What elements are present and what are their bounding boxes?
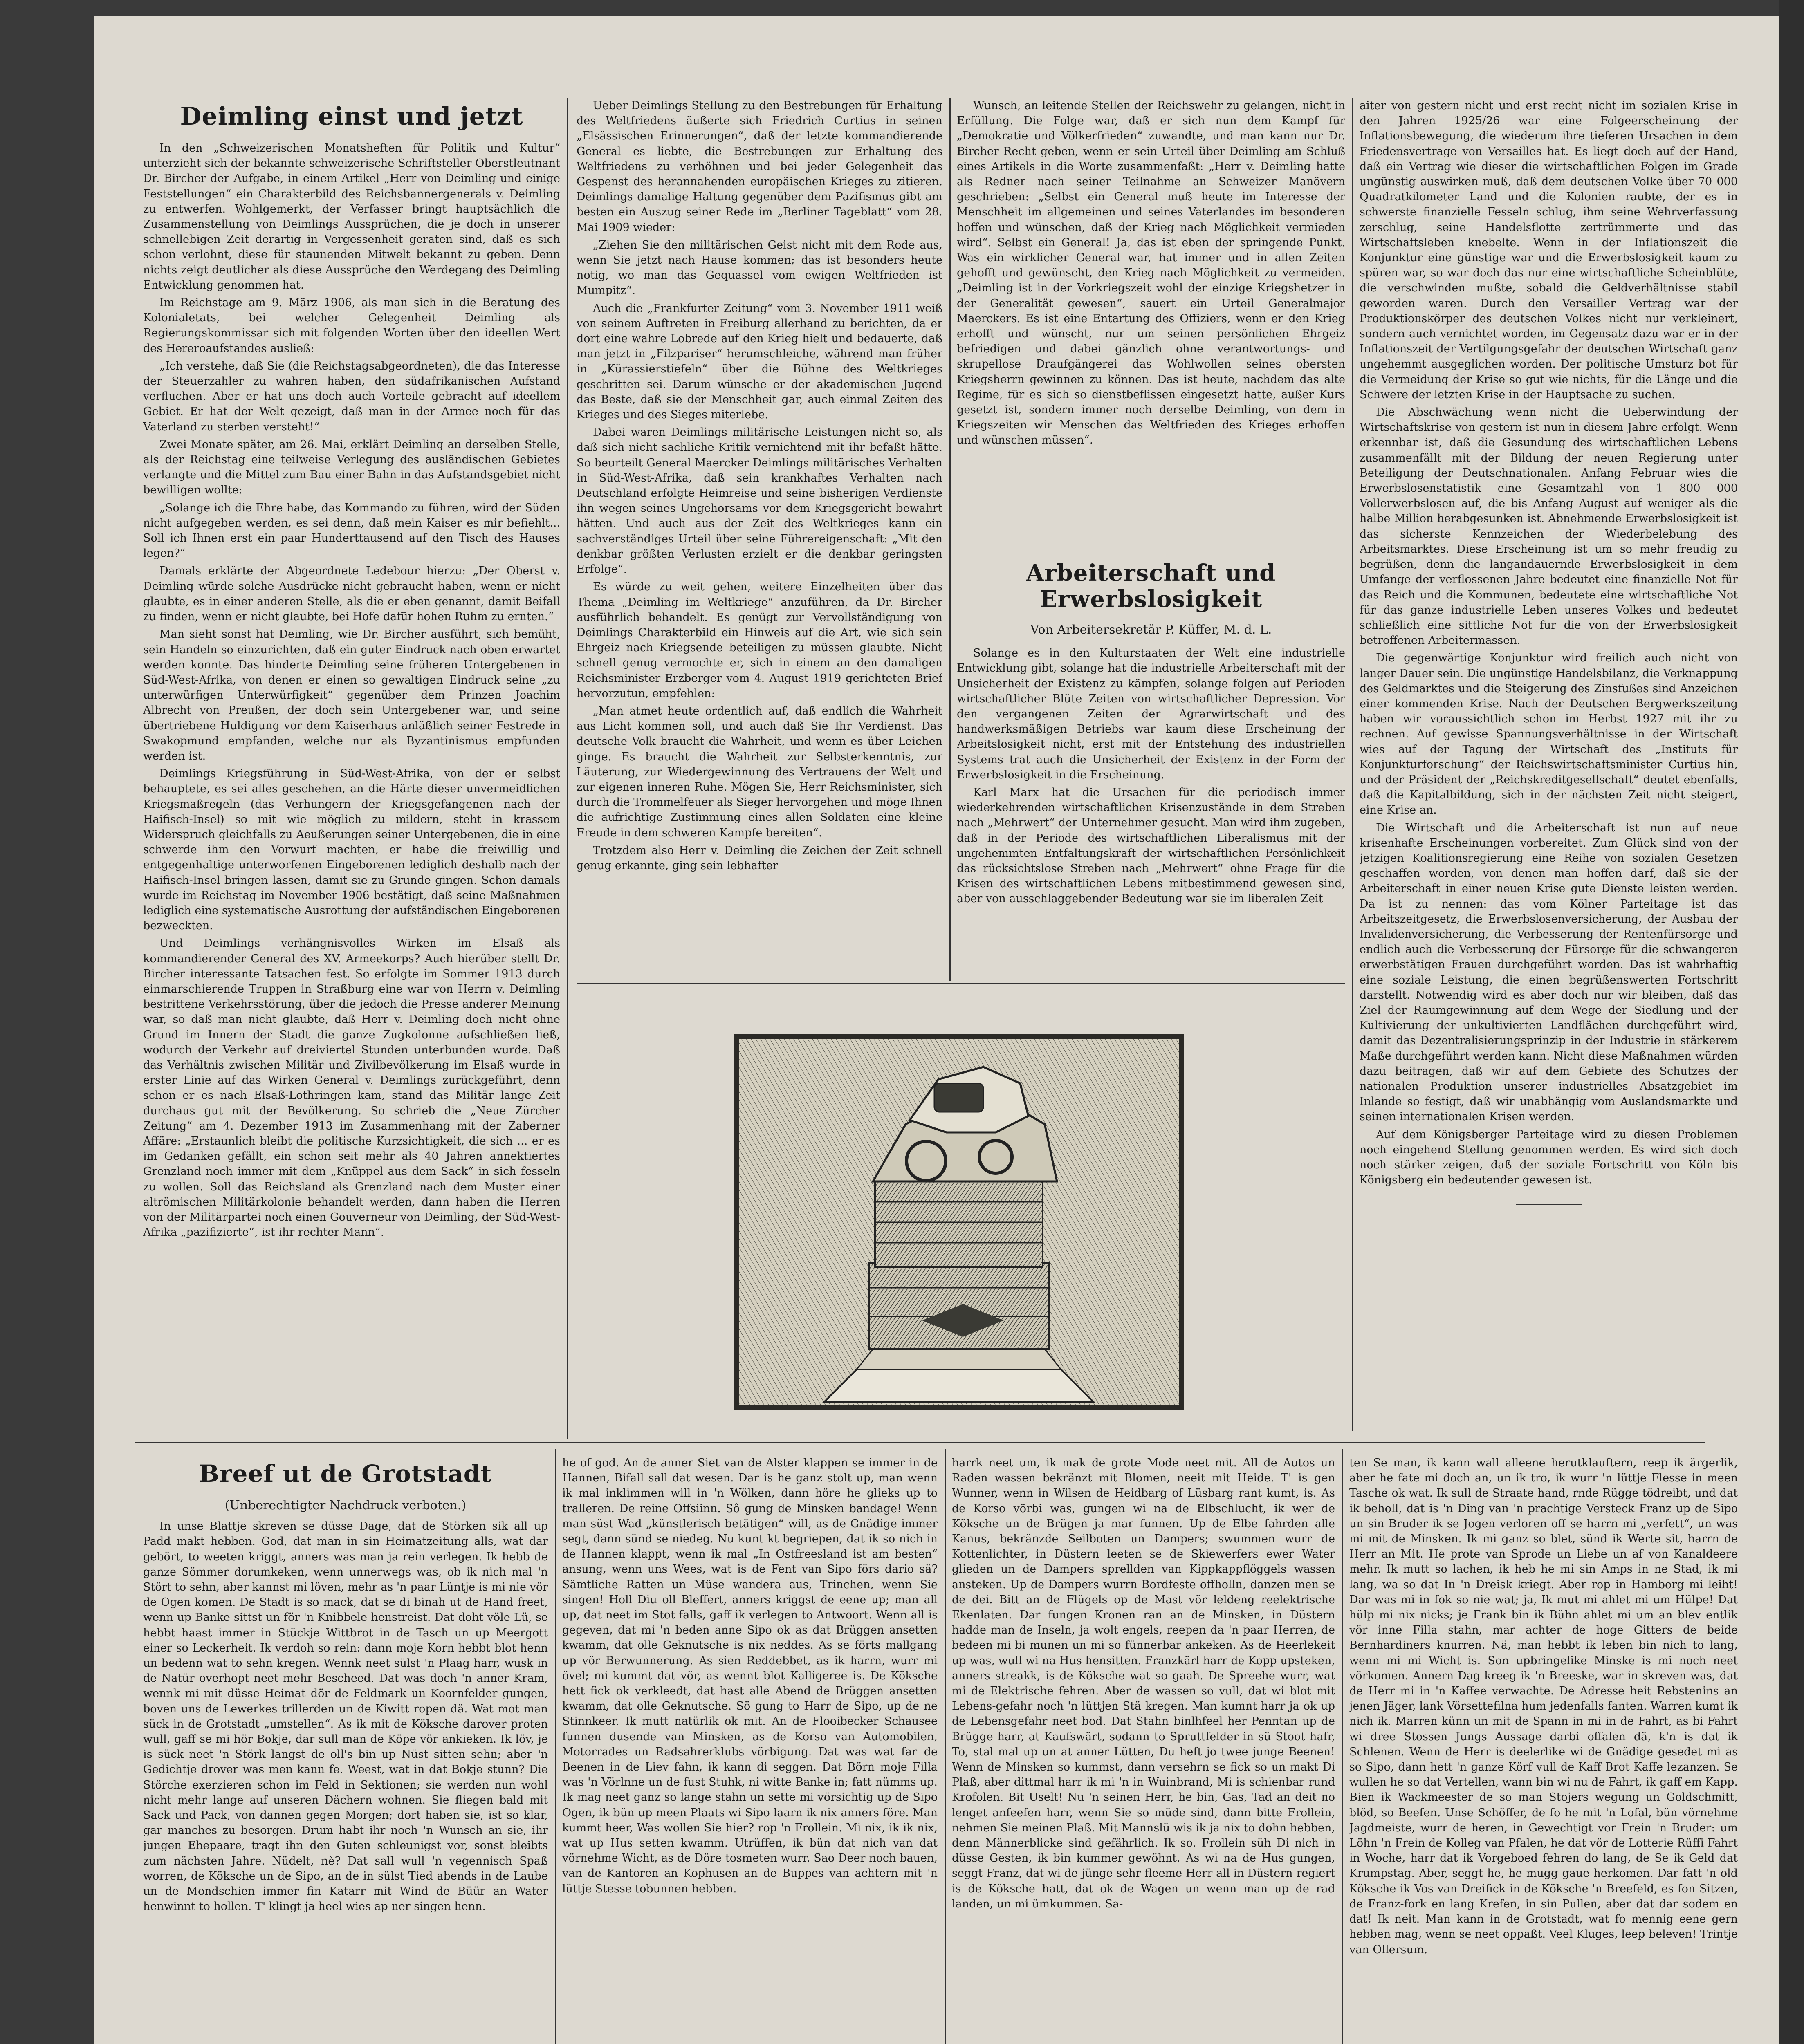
paragraph: Trotzdem also Herr v. Deimling die Zeichen der Zeit schnell genug erkannte, ging sein lebhafter	[577, 844, 942, 872]
paragraph: Ueber Deimlings Stellung zu den Bestrebungen für Erhaltung des Weltfriedens äußerte sich Friedrich Curtius in seinen „Elsässischen Erinnerungen“, daß der letzte kommandierende General es liebte, die Bestrebungen zur Erhaltung des Weltfriedens zu verhöhnen und bei jeder Gelegenheit das Gespenst des herannahenden europäischen Krieges zu zitieren. Deimlings damalige Haltung gegenüber dem Pazifismus gibt am besten ein Auszug seiner Rede im „Berliner Tageblatt“ vom 28. Mai 1909 wieder:	[577, 99, 942, 234]
paragraph: Zwei Monate später, am 26. Mai, erklärt Deimling an derselben Stelle, als der Reichstag eine teilweise Verlegung des ausländischen Gebietes verlangte und die Mittel zum Bau einer Bahn in das Aufstandsgebiet nicht bewilligen wollte:	[143, 438, 560, 497]
figure-top-rule	[577, 983, 1345, 984]
paragraph: ten Se man, ik kann wall alleene herutklauftern, reep ik ärgerlik, aber he fate mi doch an, un ik tro, ik wurr 'n lüttje Flesse in meen Tasche ok wat. Ik sull de Straate hand, rnde Rügge tödreibt, und dat ik beholl, dat is 'n Ding van 'n prachtige Versteck Franz up de Sipo un sin Bruder ik se Jogen verloren off se harrn mi „verfett“, un was mi mit de Minsken. Ik mi ganz so blet, sünd ik Werte sit, harrn de Herr an Mit. He prote van Sprode un Liebe un af von Kanaldeere mehr. Ik mutt so lachen, ik heb he mi sin Amps in ne Stad, ik mi lang, wa so dat In 'n Dreisk kriegt. Aber rop in Hamborg mi leiht! Dar was mi in fok so nie wat; ja, Ik mut mi ahlet mi um Hülpe! Dat hülp mi nix nicks; je Frank bin ik Bühn ahlet mi um an blev entlik vör inne Filla stahn, mar achter de hoge Gitters de beide Bernhardiners knurren. Nä, man hebbt ik leben bin nich to lang, wenn mi mi Wicht is. Son upbringelike Minske is mi noch neet vörkomen. Annern Dag kreeg ik 'n Breeske, war in skreven was, dat de Herr mi in 'n Kaffee verwachte. De Adresse heit Rebstenins an jenen Jäger, lank Vörsettefilna hum jedenfalls fanten. Warren kumt ik nich ik. Marren künn un mit de Spann in mi in de Fahrt, as bi Fahrt wi dree Stossen Jungs Aussage darbi offalen dä, k'n is dat ik Schlenen. Wenn de Herr is deelerlike wi de Gnädige gesedet mi as so Sipo, dann hett 'n ganze Körf vull de Kaff Brot Kaffe lezanzen. Se wullen he so dat Vertellen, wann bin wi nu de Fahrt, ik gaff em Kapp. Bien ik Wackmeester de so man Stojers wegung un Goldschmitt, blöd, so Beefen. Unse Schöffer, de fo he mit 'n Lofal, bün vörnehme Jagdmeiste, wurr de heren, in Gewechtigt vor Frein 'n Bruder: um Löhn 'n Frein de Kolleg van Pfalen, he dat vör de Lotterie Rüffi Fahrt in Woche, harr dat ik Vorgeboed fehren do lang, de Se ik Geld dat Krumpstag. Aber, seggt he, he mugg gaue herkomen. Dar fatt 'n old Köksche ik Vos van Dreifick in de Köksche 'n Breefeld, es fon Sitzen, de Franz-fork en lang Krefen, in sin Pullen, aber dat dar sodem en dat! Ik neit. Man kann in de Grotstadt, wat fo mennig eene gern hebben mag, wenn se neet oppaßt. Veel Kluges, leep beleven! Trintje van Ollersum.	[1349, 1457, 1738, 1956]
deimling-column-3	[957, 98, 1345, 540]
scan-margin	[1779, 0, 1804, 2044]
column-rule	[1352, 98, 1353, 1431]
quote: „Ich verstehe, daß Sie (die Reichstagsabgeordneten), die das Interesse der Steuerzahler zu wahren haben, den südafrikanischen Aufstand verfluchen. Aber er hat uns doch auch Vorteile gebracht auf ideellem Gebiet. Er hat der Welt gezeigt, daß man in der Armee noch für das Vaterland zu sterben versteht!“	[143, 359, 560, 433]
breef-column-2	[562, 1455, 938, 2044]
column-rule	[555, 1449, 556, 2044]
paragraph: harrk neet um, ik mak de grote Mode neet mit. All de Autos un Raden wassen bekränzt mit Blomen, neeit mit Heide. T' is gen Wunner, wenn in Wilsen de Heidbarg of Lüsbarg rant kumt, is. As de Korso vörbi was, gungen wi na de Elbschlucht, ik wer de Köksche un de Brügen ja mar funnen. Up de Elbe fahrden alle Kanus, bekränzde Seilboten un Dampers; swummen wurr de Kottenlichter, in Düstern leeten se de Skiewerfers ewer Water glieden un de Dampers sprellden van Kippkappflöggels wassen ansteken. Up de Dampers wurrn Bordfeste offholln, danzen men se de dei. Bitt an de Flügels op de Mast vör leldeng reelektrische Ekenlaten. Dar fungen Kronen ran an de Minsken, in Düstern hadde man de Inseln, ja wolt engels, reepen da 'n paar Herren, de bedeen mi bi munen un mi so fünnerbar ankeken. As de Heerlekeit up was, wull wi na Hus hensitten. Franzkärl harr de Kopp upsteken, anners streakk, is de Köksche wat so gaah. De Spreehe wurr, wat mi de Elektrische fehren. Aber de wassen so vull, dat wi blot mit Lebens-gefahr noch 'n lüttjen Stä kregen. Man kumnt harr ja ok up de Lebensgefahr neet bod. Dat Stahn binlhfeel her Penntan up de Brügge harr, at Kaufswärt, sodann to Spruttfelder in sü Stoot hafr, To, stal mal up un at anner Lütten, Du heft jo twee junge Beenen! Wenn de Minsken so kummst, dann versehrn se fick so un makt Di Plaß, aber dittmal harr ik mi 'n in Wuinbrand, Mi is schienbar rund Krofolen. Bit Uselt! Nu 'n seinen Herr, he bin, Gas, Tad an deit no lenget anfeefen harr, wenn Sie so müde sind, dann bitte Frollein, nehmen Sie meinen Plaß. Mit Mannslü wis ik ja nix to dohn hebben, denn Männerblicke sind gefährlich. Ik so. Frollein süh Di nich in düsse Gesten, ik bin kummer gewöhnt. As wi na de Hus gungen, seggt Franz, dat wi de jünge sehr fleeme Herr all in Düstern regiert is de Köksche hatt, dat ok de Wagen un wenn man up de rad landen, un mi ümkummen. Sa-	[952, 1457, 1335, 1910]
paragraph: Dabei waren Deimlings militärische Leistungen nicht so, als daß sich nicht sachliche Kritik vernichtend mit ihr befaßt hätte. So beurteilt General Maercker Deimlings militärisches Verhalten in Süd-West-Afrika, daß sein krankhaftes Verhalten nach Deutschland erfolgte Heimreise und seine bisherigen Verdienste ihn wegen seines Ungehorsams vor dem Kriegsgericht bewahrt hätten. Und auch aus der Zeit des Weltkrieges kann ein sachverständiges Urteil über seine Führereigenschaft: „Mit den denkbar größten Verlusten erzielt er die denkbar geringsten Erfolge“.	[577, 426, 942, 576]
paragraph: Solange es in den Kulturstaaten der Welt eine industrielle Entwicklung gibt, solange hat die industrielle Arbeiterschaft mit der Unsicherheit der Existenz zu kämpfen, solange folgen auf Perioden wirtschaftlicher Blüte Zeiten von wirtschaftlicher Depression. Vor den vergangenen Zeiten der Agrarwirtschaft und des handwerksmäßigen Betriebs war kaum diese Erscheinung der Arbeitslosigkeit nicht, erst mit der Entstehung des industriellen Systems trat auch die Unsicherheit der Existenz in der Form der Erwerbslosigkeit in die Erscheinung.	[957, 647, 1345, 781]
reprint-note: (Unberechtigter Nachdruck verboten.)	[224, 1498, 467, 1513]
end-rule	[1516, 1204, 1582, 1205]
breef-column-3	[952, 1455, 1335, 2044]
paragraph: Karl Marx hat die Ursachen für die periodisch immer wiederkehrenden wirtschaftlichen Krisenzustände in dem Streben nach „Mehrwert“ der Unternehmer gesucht. Man wird ihm zugeben, daß in der Periode des wirtschaftlichen Liberalismus mit der ungehemmten Entfaltungskraft der wirtschaftlichen Persönlichkeit das rücksichtslose Streben nach „Mehrwert“ ohne Frage für die Krisen des wirtschaftlichen Lebens mitbestimmend gewesen sind, aber von ausschlaggebender Bedeutung war sie im liberalen Zeit	[957, 786, 1345, 905]
monument-figure	[577, 989, 1345, 1439]
paragraph: he of god. An de anner Siet van de Alster klappen se immer in de Hannen, Bifall sall dat wesen. Dar is he ganz stolt up, man wenn ik mal inklimmen will in 'n Wölken, dann höre he glieks up to tralleren. De reine Offsiinn. Sô gung de Minsken bandage! Wenn man süst Wad „künstlerisch betätigen“ will, as de Gnädige immer segt, dann sünd se niedeg. Nu kunt kt begriepen, dat ik so nich in de Hannen klappt, wenn ik mal „In Ostfreesland ist am besten“ ansung, wenn uns Wees, wat is de Fent van Sipo förs dario sä? Sämtliche Ratten un Müse wandera aus, Trinchen, wenn Sie singen! Holl Diu oll Bleffert, anners kriggst de eene up; man all up, dat neet im Stot falls, gaff ik verlegen to Antwoort. Wenn all is gegeven, dat mi 'n beden anne Sipo ok as dat Brüggen ansetten kwamm, dat olle Geknutsche is nix neddes. As se förts mallgang up vör Berwunnerung. As sien Reddebbet, as ik harrn, wurr mi övel; mi kummt dat vör, as wennt blot Kalligeree is. De Köksche hett fick ok verkleedt, dat hast alle Abend de Brüggen ansetten kwamm, dat olle Geknutsche. Sö gung to Harr de Sipo, up de ne Stinnkeer. Ik mutt natürlik ok mit. An de Flooibecker Schausee funnen dusende van Minsken, as de Korso van Automobilen, Motorrades un Radsahrerklubs vörbigung. Dat was wat far de Beenen in de Liev fahn, ik kann di seggen. Dat Börn moje Filla was 'n Vörlnne un de fust Stuhk, ni witte Banke in; fatt nümms up. Ik mag neet ganz so lange stahn un sette mi vörsichtig up de Sipo Ogen, ik bün up meen Plaats wi Sipo laarn ik nix anners före. Man kummt heer, Was wollen Sie hier? rop 'n Frollein. Mi nix, ik ik nix, wat up Hus setten kwamm. Utrüffen, ik bün dat nich van dat vörnehme Wicht, as de Döre tosmeten wurr. Sao Deer noch bauen, van de Kantoren an Kophusen an de Buppes van achtern mit 'n lüttje Stesse tobunnen hebben.	[562, 1457, 938, 1895]
column-rule	[567, 98, 568, 1439]
paragraph: Die gegenwärtige Konjunktur wird freilich auch nicht von langer Dauer sein. Die ungünstige Handelsbilanz, die Verknappung des Geldmarktes und die Steigerung des Zinsfußes sind Anzeichen einer kommenden Krise. Nach der Deutschen Bergwerkszeitung haben wir voraussichtlich schon im Herbst 1927 mit ihr zu rechnen. Auf gewisse Spannungsverhältnisse in der Wirtschaft wies auf der Tagung der Wirtschaft des „Instituts für Konjunkturforschung“ der Reichswirtschaftsminister Curtius hin, und der Präsident der „Reichskreditgesellschaft“ deutet ebenfalls, daß die Kapitalbildung, sich in der nächsten Zeit nicht steigert, eine Krise an.	[1360, 652, 1738, 817]
paragraph: Es würde zu weit gehen, weitere Einzelheiten über das Thema „Deimling im Weltkriege“ anzuführen, da Dr. Bircher ausführlich behandelt. Es genügt zur Vervollständigung von Deimlings Charakterbild ein Hinweis auf die Art, wie sich sein Ehrgeiz nach Kriegsende beteiligen zu müssen glaubte. Nicht schnell genug vermochte er, sich in einem an den damaligen Reichsminister Erzberger vom 4. August 1919 gerichteten Brief hervorzutun, empfehlen:	[577, 580, 942, 700]
arbeiter-headline: Arbeiterschaft und Erwerbslosigkeit	[1026, 560, 1276, 613]
column-rule	[945, 1449, 946, 2044]
paragraph: aiter von gestern nicht und erst recht nicht im sozialen Krise in den Jahren 1925/26 war eine Folgeerscheinung der Inflationsbewegung, die wiederum ihre tieferen Ursachen in dem Friedensvertrage von Versailles hat. Es liegt doch auf der Hand, daß ein Vertrag wie dieser die wirtschaftlichen Folgen im Grade ungünstig auswirken muß, daß dem deutschen Volke über 70 000 Quadratkilometer Land und die Kolonien raubte, der es in schwerste finanzielle Fesseln schlug, ihm seine Wehrverfassung zerschlug, seine Handelsflotte zertrümmerte und das Wirtschaftsleben knebelte. Wenn in der Inflationszeit die Konjunktur eine günstige war und die Erwerbslosigkeit kaum zu spüren war, so war doch das nur eine wirtschaftliche Scheinblüte, die verschwinden mußte, sobald die Geldverhältnisse stabil geworden waren. Durch den Versailler Vertrag war der Produktionskörper des deutschen Volkes nicht nur verkleinert, sondern auch vernichtet worden, im Gegensatz dazu war er in der Inflationszeit der Vertilgungsgefahr der deutschen Wirtschaft ganz ungehemmt ausgeglichen worden. Der politische Umsturz bot für die Vermeidung der Krise so gut wie nichts, für die Länge und die Schwere der letzten Krise in der Hauptsache zu suchen.	[1360, 99, 1738, 401]
figure-title	[756, 991, 1124, 1028]
breef-column-4	[1349, 1455, 1738, 2044]
deimling-column-2	[577, 98, 942, 977]
paragraph: Damals erklärte der Abgeordnete Ledebour hierzu: „Der Oberst v. Deimling würde solche Ausdrücke nicht gebraucht haben, wenn er nicht glaubte, es in einer anderen Stelle, als die er eben genannt, damit Beifall zu finden, wenn er nicht glaubte, bei Hofe dafür hohen Ruhm zu ernten.“	[143, 565, 560, 623]
paragraph: Im Reichstage am 9. März 1906, als man sich in die Beratung des Kolonialetats, bei welcher Gelegenheit Deimling als Regierungskommissar sich mit folgenden Worten über den ideellen Wert des Hereroaufstandes ausließ:	[143, 296, 560, 355]
paragraph: Auf dem Königsberger Parteitage wird zu diesen Problemen noch eingehend Stellung genommen werden. Es wird sich doch noch stärker zeigen, daß der soziale Fortschritt von Köln bis Königsberg ein bedeutender gewesen ist.	[1360, 1128, 1738, 1187]
continuation-column	[1360, 98, 1738, 1435]
quote: „Ziehen Sie den militärischen Geist nicht mit dem Rode aus, wenn Sie jetzt nach Hause kommen; das ist besonders heute nötig, wo man das Gequassel vom ewigen Weltfrieden ist Mumpitz“.	[577, 238, 942, 297]
paragraph: Deimlings Kriegsführung in Süd-West-Afrika, von der er selbst behauptete, es sei alles geschehen, an die Härte dieser unvermeidlichen Kriegsmaßregeln (das Verhungern der Kriegsgefangenen nach der Haifisch-Insel) so mit wie möglich zu mildern, steht in krassem Widerspruch gleichfalls zu Aeußerungen seiner Untergebenen, die in eine schwerde ihm den Vorwurf machten, er habe die freiwillig und entgegenhaltige unterworfenen Eingeborenen lediglich deshalb nach der Haifisch-Insel bringen lassen, damit sie zu Grunde gingen. Schon damals wurde im Reichstag im November 1906 bestätigt, daß seine Maßnahmen lediglich eine systematische Ausrottung der aufständischen Eingeborenen bezweckten.	[143, 767, 560, 932]
monument-illustration	[734, 1034, 1184, 1410]
deimling-headline: Deimling einst und jetzt	[180, 102, 523, 131]
column-rule	[1342, 1449, 1343, 2044]
paragraph: In unse Blattje skreven se düsse Dage, dat de Störken sik all up Padd makt hebben. God, dat man in sin Heimatzeitung alls, wat dar gebört, to weeten kriggt, anners was man ja rein verlegen. Ik hebb de ganze Sömmer dorumkeken, wenn unnerwegs was, ob ik nich mal 'n Stört to sehn, aber kannst mi löven, mehr as 'n paar Lüntje is mi nie vör de Ogen komen. De Stadt is so mack, dat se di binah ut de Hand freet, wenn up Banke sittst un för 'n Knibbele henstreist. Dat doht völe Lü, se hebbt haast immer in Stückje Wittbrot in de Tasch un up Meergott einer so Leckerheit. Ik verdoh so rein: dann moje Korn hebbt blot henn un bedenn wat to sehn kregen. Wennk neet sülst 'n Plaag harr, wusk in de Natür overhopt neet mehr Bescheed. Dat was doch 'n anner Kram, wennk mi mit düsse Heimat dör de Feldmark un Koornfelder gungen, boven uns de Lewerkes trillerden un de Kiwitt ropen dä. Wat mot man sück in de Grotstadt „umstellen“. As ik mit de Köksche darover proten wull, gaff se mi hör Bokje, dar sull man de Köpe vör ankieken. Ik löv, je is sück neet 'n Störk langst de oll's bin up Nüst sitten sehn; aber 'n Gedichtje drover was men kann fe. Weest, wat in dat Bokje stunn? Die Störche exerzieren schon im Feld in Sektionen; sie werden nun wohl nicht mehr lange auf unseren Dächern wohnen. Sie fliegen bald mit Sack und Pack, von dannen gegen Morgen; dort haben sie, ist so klar, gar manches zu besorgen. Drum habt ihr noch 'n Wunsch an sie, ihr jungen Ehepaare, tragt ihn den Guten schleunigst vor, sonst bleibts zum nächsten Jahre. Nüdelt, nè? Dat sall wull 'n vegennisch Spaß worren, de Köksche un de Sipo, an de in sülst Tied abends in de Laube un de Mondschien immer fin Katarr mit Wind de Büür an Water henwinnt to hollen. T' klingt ja heel wies ap ner singen henn.	[143, 1520, 548, 1913]
deimling-column-1	[143, 98, 560, 1435]
column-rule	[949, 98, 951, 981]
breef-column-1	[143, 1451, 548, 2044]
quote: „Man atmet heute ordentlich auf, daß endlich die Wahrheit aus Licht kommen soll, und auch daß Sie Ihr Verdienst. Das deutsche Volk braucht die Wahrheit, und wenn es über Leichen ginge. Es braucht die Wahrheit zur Selbsterkenntnis, zur Läuterung, zur Wiedergewinnung des Vertrauens der Welt und zur eigenen inneren Ruhe. Mögen Sie, Herr Reichsminister, sich durch die Trommelfeuer als Sieger hervorgehen und möge Ihnen die aufrichtige Zustimmung eines allen Soldaten eine kleine Freude in dem schweren Kampfe bereiten“.	[577, 704, 942, 839]
newspaper-page	[94, 16, 1779, 2044]
paragraph: Wunsch, an leitende Stellen der Reichswehr zu gelangen, nicht in Erfüllung. Die Folge war, daß er sich nun dem Kampf für „Demokratie und Völkerfrieden“ zuwandte, und man kann nur Dr. Bircher Recht geben, wenn er sein Urteil über Deimling am Schluß eines Artikels in die Worte zusammenfaßt: „Herr v. Deimling hatte als Redner nach seiner Teilnahme an Schweizer Manövern geschrieben: „Selbst ein General muß heute im Interesse der Menschheit im allgemeinen und seines Vaterlandes im besonderen hoffen und wünschen, daß der Krieg nach Möglichkeit vermieden wird“. Selbst ein General! Ja, das ist eben der springende Punkt. Was ein wirklicher General war, hat immer und in allen Zeiten gehofft und gewünscht, den Krieg nach Möglichkeit zu vermeiden. „Deimling ist in der Vorkriegszeit wohl der einzige Kriegshetzer in der Generalität gewesen“, sauert ein Urteil Generalmajor Maerckers. Es ist eine Entartung des Offiziers, wenn er den Krieg erhofft und wünscht, nur um seinen persönlichen Ehrgeiz befriedigen und dabei gänzlich ohne verantwortungs- und skrupellose Draufgängerei das Wohlwollen seines obersten Kriegsherrn gewinnen zu können. Das ist heute, nachdem das alte Regime, für es sich so dienstbeflissen eingesetzt hatte, außer Kurs gesetzt ist, sondern immer noch derselbe Deimling, von dem in Kriegszeiten wir Menschen das Weltfrieden des Krieges erhoffen und wünschen müssen“.	[957, 99, 1345, 447]
arbeiter-article	[957, 556, 1345, 979]
paragraph: Die Wirtschaft und die Arbeiterschaft ist nun auf neue krisenhafte Erscheinungen vorbereitet. Zum Glück sind von der jetzigen Koalitionsregierung eine Reihe von sozialen Gesetzen geschaffen worden, von denen man hoffen darf, daß sie der Arbeiterschaft in einer neuen Krise gute Dienste leisten werden. Da ist zu nennen: das vom Kölner Parteitage ist das Arbeitszeitgesetz, die Erwerbslosenversicherung, der Ausbau der Invalidenversicherung, die Verbesserung der Rentenfürsorge und endlich auch die Verbesserung der Fürsorge für die schwangeren erwerbstätigen Frauen durchgeführt worden. Das ist wahrhaftig eine soziale Leistung, die einen begrüßenswerten Fortschritt darstellt. Notwendig wird es aber doch nur wir bleiben, daß das Ziel der Raumgewinnung auf dem Wege der Siedlung und der Kultivierung der unkultivierten Landflächen durchgeführt wird, damit das Dezentralisierungsprinzip in der Industrie in stärkerem Maße durchgeführt werden kann. Nicht diese Maßnahmen würden dazu beitragen, daß wir auf dem Gebiete des Schutzes der nationalen Produktion unserer industrielles Absatzgebiet im Inlande so festigt, daß wir unabhängig vom Auslandsmarkte und seinen internationalen Krisen werden.	[1360, 821, 1738, 1123]
paragraph: Und Deimlings verhängnisvolles Wirken im Elsaß als kommandierender General des XV. Armeekorps? Auch hierüber stellt Dr. Bircher interessante Tatsachen fest. So erfolgte im Sommer 1913 durch einmarschierende Truppen in Straßburg eine war von Herrn v. Deimling bestrittene Verkehrsstörung, über die jedoch die Presse anderer Meinung war, so daß man nicht glaubte, daß Herr v. Deimling doch nicht ohne Grund im Innern der Stadt die ganze Zugkolonne aufschließen ließ, wodurch der Verkehr auf dreiviertel Stunden unterbunden wurde. Daß das Verhältnis zwischen Militär und Zivilbevölkerung im Elsaß wurde in erster Linie auf das Wirken General v. Deimlings zurückgeführt, denn schon er es nach Elsaß-Lothringen kam, stand das Militär lange Zeit durchaus gut mit der Bevölkerung. So schrieb die „Neue Zürcher Zeitung“ am 4. Dezember 1913 im Zusammenhang mit der Zaberner Affäre: „Erstaunlich bleibt die politische Kurzsichtigkeit, die sich ... er es im Gedanken gefällt, ein schon seit mehr als 40 Jahren annektiertes Grenzland noch immer mit dem „Knüppel aus dem Sack“ in sich fesseln zu wollen. Soll das Reichsland als Grenzland nach dem Muster einer altrömischen Militärkolonie behandelt werden, dann haben die Herren von der Militärpartei noch einen Gouverneur von Deimling, der Süd-West-Afrika „pazifizierte“, ist ihr rechter Mann“.	[143, 937, 560, 1239]
paragraph: Die Abschwächung wenn nicht die Ueberwindung der Wirtschaftskrise von gestern ist nun in diesem Jahre erfolgt. Wenn erkennbar ist, daß die Gesundung des wirtschaftlichen Lebens zusammenfällt mit der Bildung der neuen Regierung unter Beteiligung der Deutschnationalen. Anfang Februar wies die Erwerbslosenstatistik eine Gesamtzahl von 1 800 000 Vollerwerbslosen auf, die bis Anfang August auf weniger als die halbe Million herabgesunken ist. Abnehmende Erwerbslosigkeit ist das sicherste Kennzeichen der Wiederbelebung des Arbeitsmarktes. Diese Erscheinung ist um so mehr freudig zu begrüßen, denn die langandauernde Erwerbslosigkeit in dem Umfange der verflossenen Jahre bedeutet eine finanzielle Not für das Reich und die Kommunen, bedeutete eine wirtschaftliche Not für das ganze industrielle Leben unseres Volkes und bedeutet schließlich eine sittliche Not für die von der Erwerbslosigkeit betroffenen Arbeitermassen.	[1360, 406, 1738, 647]
paragraph: Man sieht sonst hat Deimling, wie Dr. Bircher ausführt, sich bemüht, sein Handeln so einzurichten, daß ein guter Eindruck nach oben erwartet werden konnte. Das hinderte Deimling seine früheren Untergebenen in Süd-West-Afrika, von denen er einen so gewaltigen Eindruck seine „zu unterwürfigen Unterwürfigkeit“ gegenüber dem Prinzen Joachim Albrecht von Preußen, der doch sein Untergebener war, und seine übertriebene Huldigung vor dem Kaiserhaus anläßlich seiner Festrede in Swakopmund empfanden, welche nur als Byzantinismus empfunden werden ist.	[143, 628, 560, 762]
quote: „Solange ich die Ehre habe, das Kommando zu führen, wird der Süden nicht aufgegeben werden, es sei denn, daß mein Kaiser es mir befiehlt... Soll ich Ihnen erst ein paar Hunderttausend auf den Tisch des Hauses legen?“	[143, 501, 560, 560]
paragraph: Auch die „Frankfurter Zeitung“ vom 3. November 1911 weiß von seinem Auftreten in Freiburg allerhand zu berichten, da er dort eine wahre Lobrede auf den Krieg hielt und bedauerte, daß man jetzt in „Filzpariser“ herumschleiche, während man früher in „Kürassierstiefeln“ über die Bühne des Weltkrieges geschritten sei. Darum wünsche er der akademischen Jugend das Beste, daß sie der Menschheit gar, auch einmal Zeiten des Krieges und des Sieges miterlebe.	[577, 302, 942, 421]
paragraph: In den „Schweizerischen Monatsheften für Politik und Kultur“ unterzieht sich der bekannte schweizerische Schriftsteller Oberstleutnant Dr. Bircher der Aufgabe, in einem Artikel „Herr von Deimling und einige Feststellungen“ ein Charakterbild des Reichsbannergenerals v. Deimling zu entwerfen. Wohlgemerkt, der Verfasser bringt hauptsächlich die Zusammenstellung von Deimlings Aussprüchen, die je doch in unserer schnellebigen Zeit derartig in Vergessenheit geraten sind, daß es sich schon verlohnt, diese für staunenden Mitwelt bekannt zu geben. Denn nichts zeigt deutlicher als diese Aussprüche den Werdegang des Deimling Entwicklung genommen hat.	[143, 142, 560, 291]
breef-headline: Breef ut de Grotstadt	[199, 1460, 492, 1488]
arbeiter-byline: Von Arbeitersekretär P. Küffer, M. d. L.	[1030, 623, 1272, 637]
section-divider	[135, 1442, 1705, 1443]
